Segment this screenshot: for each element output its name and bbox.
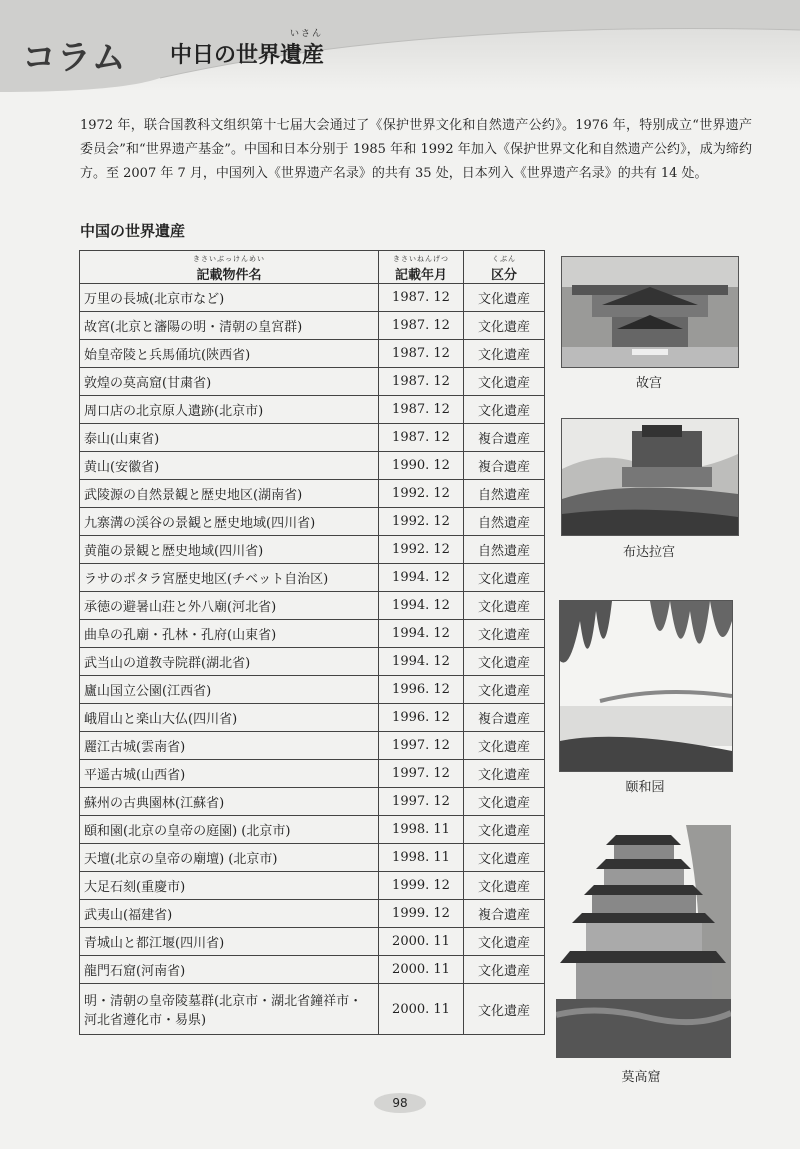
category-cell: 複合遺産 — [464, 452, 545, 480]
category-cell: 文化遺産 — [464, 564, 545, 592]
photo-potala-palace — [561, 418, 739, 536]
category-cell: 複合遺産 — [464, 900, 545, 928]
heritage-name-cell: 天壇(北京の皇帝の廟壇) (北京市) — [80, 844, 379, 872]
table-row — [80, 508, 545, 536]
heritage-name-cell: 武陵源の自然景観と歴史地区(湖南省) — [80, 480, 379, 508]
table-row — [80, 592, 545, 620]
inscription-date-cell: 1987. 12 — [379, 284, 464, 312]
table-row — [80, 480, 545, 508]
heritage-name-cell: 麗江古城(雲南省) — [80, 732, 379, 760]
category-cell: 文化遺産 — [464, 396, 545, 424]
category-cell: 文化遺産 — [464, 592, 545, 620]
header-name-label: 記載物件名 — [196, 268, 262, 283]
inscription-date-cell: 1994. 12 — [379, 564, 464, 592]
table-row — [80, 928, 545, 956]
table-row — [80, 760, 545, 788]
table-row — [80, 536, 545, 564]
table-row — [80, 732, 545, 760]
inscription-date-cell: 2000. 11 — [379, 984, 464, 1035]
category-cell: 文化遺産 — [464, 676, 545, 704]
photo-caption: 莫高窟 — [621, 1070, 661, 1085]
heritage-name-cell: ラサのポタラ宮歴史地区(チベット自治区) — [80, 564, 379, 592]
category-cell: 自然遺産 — [464, 508, 545, 536]
inscription-date-cell: 1997. 12 — [379, 760, 464, 788]
inscription-date-cell: 1996. 12 — [379, 704, 464, 732]
category-cell: 文化遺産 — [464, 284, 545, 312]
table-row — [80, 900, 545, 928]
heritage-name-cell: 敦煌の莫高窟(甘粛省) — [80, 368, 379, 396]
inscription-date-cell: 2000. 11 — [379, 956, 464, 984]
heritage-name-cell: 黄龍の景観と歴史地域(四川省) — [80, 536, 379, 564]
photo-caption: 颐和园 — [625, 780, 665, 795]
heritage-name-cell: 武当山の道教寺院群(湖北省) — [80, 648, 379, 676]
header-date-ruby: きさいねんげつ — [393, 255, 449, 263]
table-row — [80, 620, 545, 648]
table-row — [80, 788, 545, 816]
title-ruby: いさん — [290, 29, 324, 39]
category-cell: 文化遺産 — [464, 760, 545, 788]
category-cell: 文化遺産 — [464, 872, 545, 900]
header-name — [80, 251, 379, 284]
category-cell: 文化遺産 — [464, 620, 545, 648]
heritage-name-cell: 周口店の北京原人遺跡(北京市) — [80, 396, 379, 424]
category-cell: 文化遺産 — [464, 732, 545, 760]
heritage-name-cell: 峨眉山と楽山大仏(四川省) — [80, 704, 379, 732]
inscription-date-cell: 1987. 12 — [379, 312, 464, 340]
header-category-ruby: くぶん — [492, 255, 516, 263]
inscription-date-cell: 1987. 12 — [379, 340, 464, 368]
table-row — [80, 312, 545, 340]
photo-caption: 布达拉宫 — [622, 545, 675, 560]
table-header-row — [80, 251, 545, 284]
heritage-name-cell: 平遥古城(山西省) — [80, 760, 379, 788]
inscription-date-cell: 1990. 12 — [379, 452, 464, 480]
table-row — [80, 872, 545, 900]
inscription-date-cell: 1997. 12 — [379, 732, 464, 760]
photo-caption: 故宫 — [635, 376, 662, 391]
photo-mogao-caves — [556, 825, 731, 1058]
table-row — [80, 844, 545, 872]
category-cell: 複合遺産 — [464, 704, 545, 732]
category-cell: 文化遺産 — [464, 312, 545, 340]
inscription-date-cell: 1987. 12 — [379, 424, 464, 452]
intro-paragraph: 1972 年，联合国教科文组织第十七届大会通过了《保护世界文化和自然遗产公约》。1976 年，特别成立“世界遗产委员会”和“世界遗产基金”。中国和日本分别于 1985 年和 1992 年加入《保护世界文化和自然遗产公约》，成为缔约方。至 2007 年 7 月，中国列入《世界遗产名录》的共有 35 处，日本列入《世界遗产名录》的共有 14 处。 — [80, 118, 752, 181]
table-row — [80, 424, 545, 452]
heritage-name-cell: 廬山国立公園(江西省) — [80, 676, 379, 704]
heritage-name-cell: 蘇州の古典園林(江蘇省) — [80, 788, 379, 816]
category-cell: 文化遺産 — [464, 648, 545, 676]
inscription-date-cell: 1992. 12 — [379, 480, 464, 508]
photo-forbidden-city — [561, 256, 739, 368]
header-category-label: 区分 — [490, 268, 517, 283]
inscription-date-cell: 1994. 12 — [379, 620, 464, 648]
category-cell: 文化遺産 — [464, 984, 545, 1035]
category-cell: 文化遺産 — [464, 844, 545, 872]
table-row — [80, 396, 545, 424]
table-row — [80, 452, 545, 480]
header-name-ruby: きさいぶっけんめい — [193, 255, 265, 263]
inscription-date-cell: 1994. 12 — [379, 648, 464, 676]
heritage-name-cell: 頤和園(北京の皇帝の庭園) (北京市) — [80, 816, 379, 844]
table-row — [80, 984, 545, 1035]
table-row — [80, 676, 545, 704]
heritage-name-cell: 大足石刻(重慶市) — [80, 872, 379, 900]
header-date-label: 記載年月 — [394, 268, 447, 283]
heritage-name-cell: 故宮(北京と瀋陽の明・清朝の皇宮群) — [80, 312, 379, 340]
inscription-date-cell: 1987. 12 — [379, 368, 464, 396]
column-label: コラム — [22, 38, 127, 78]
category-cell: 文化遺産 — [464, 928, 545, 956]
heritage-table — [79, 250, 545, 1035]
header-category — [464, 251, 545, 284]
heritage-name-cell: 明・清朝の皇帝陵墓群(北京市・湖北省鐘祥市・河北省遵化市・易県) — [80, 984, 379, 1035]
header-date — [379, 251, 464, 284]
table-row — [80, 340, 545, 368]
section-heading: 中国の世界遺産 — [80, 222, 186, 240]
heritage-name-cell: 龍門石窟(河南省) — [80, 956, 379, 984]
inscription-date-cell: 1992. 12 — [379, 536, 464, 564]
table-body — [80, 284, 545, 1035]
category-cell: 複合遺産 — [464, 424, 545, 452]
inscription-date-cell: 1996. 12 — [379, 676, 464, 704]
inscription-date-cell: 1992. 12 — [379, 508, 464, 536]
inscription-date-cell: 2000. 11 — [379, 928, 464, 956]
table-row — [80, 816, 545, 844]
category-cell: 文化遺産 — [464, 788, 545, 816]
heritage-name-cell: 曲阜の孔廟・孔林・孔府(山東省) — [80, 620, 379, 648]
table-row — [80, 956, 545, 984]
table-row — [80, 284, 545, 312]
category-cell: 文化遺産 — [464, 956, 545, 984]
table-row — [80, 368, 545, 396]
table-row — [80, 704, 545, 732]
heritage-name-cell: 万里の長城(北京市など) — [80, 284, 379, 312]
table-row — [80, 564, 545, 592]
inscription-date-cell: 1998. 11 — [379, 816, 464, 844]
inscription-date-cell: 1998. 11 — [379, 844, 464, 872]
heritage-name-cell: 九寨溝の渓谷の景観と歴史地域(四川省) — [80, 508, 379, 536]
category-cell: 文化遺産 — [464, 368, 545, 396]
table-row — [80, 648, 545, 676]
page-title: 中日の世界遺産 — [170, 43, 325, 68]
category-cell: 自然遺産 — [464, 480, 545, 508]
inscription-date-cell: 1987. 12 — [379, 396, 464, 424]
page-number-badge — [373, 1092, 427, 1114]
inscription-date-cell: 1997. 12 — [379, 788, 464, 816]
photo-summer-palace — [559, 600, 733, 772]
page-number: 98 — [392, 1096, 408, 1110]
inscription-date-cell: 1994. 12 — [379, 592, 464, 620]
heritage-name-cell: 泰山(山東省) — [80, 424, 379, 452]
category-cell: 自然遺産 — [464, 536, 545, 564]
inscription-date-cell: 1999. 12 — [379, 872, 464, 900]
inscription-date-cell: 1999. 12 — [379, 900, 464, 928]
heritage-name-cell: 始皇帝陵と兵馬俑坑(陝西省) — [80, 340, 379, 368]
heritage-name-cell: 武夷山(福建省) — [80, 900, 379, 928]
category-cell: 文化遺産 — [464, 340, 545, 368]
heritage-name-cell: 青城山と都江堰(四川省) — [80, 928, 379, 956]
heritage-name-cell: 黄山(安徽省) — [80, 452, 379, 480]
heritage-name-cell: 承徳の避暑山荘と外八廟(河北省) — [80, 592, 379, 620]
category-cell: 文化遺産 — [464, 816, 545, 844]
